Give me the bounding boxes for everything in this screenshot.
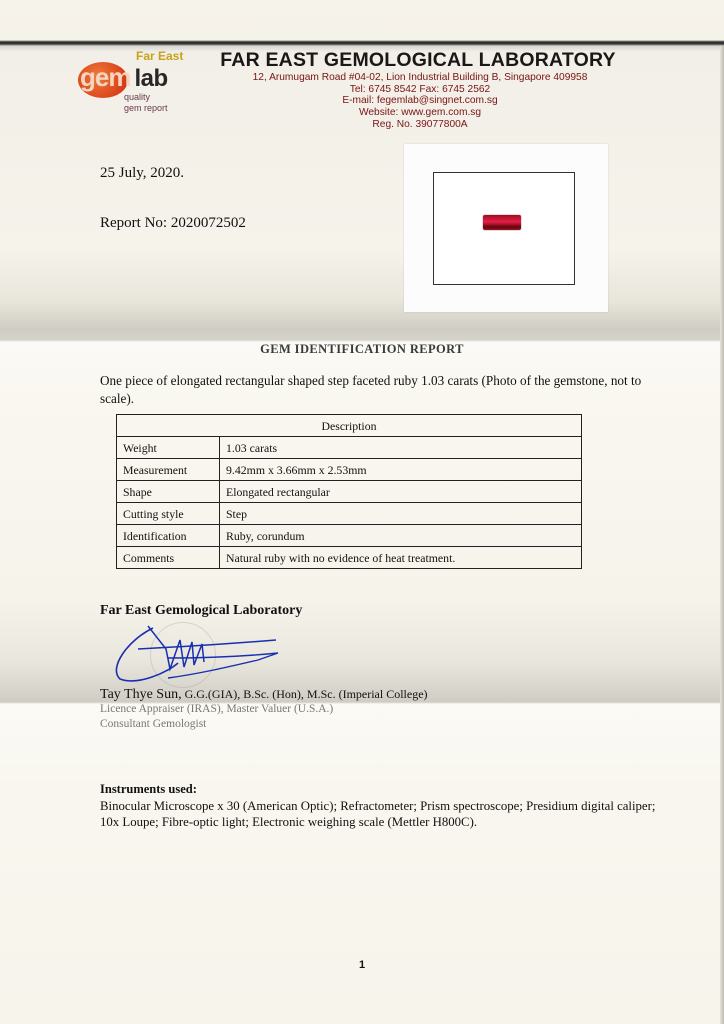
logo-lab-text: lab — [134, 65, 168, 92]
logo-gem-text: gem — [80, 62, 131, 92]
row-label: Cutting style — [117, 503, 220, 525]
table-row — [117, 547, 582, 569]
row-label: Comments — [117, 547, 220, 569]
signer-title-gemologist: Consultant Gemologist — [100, 718, 207, 730]
row-value: Elongated rectangular — [220, 481, 582, 503]
lab-phone-fax: Tel: 6745 8542 Fax: 6745 2562 — [349, 83, 491, 95]
row-label: Weight — [117, 437, 220, 459]
signer-title-appraiser: Licence Appraiser (IRAS), Master Valuer (U.S.A.) — [100, 703, 334, 715]
row-value: Step — [220, 503, 582, 525]
report-intro: One piece of elongated rectangular shaped step faceted ruby 1.03 carats (Photo of the gemstone, not to scale). — [100, 373, 642, 406]
ruby-gemstone-image — [483, 215, 521, 230]
row-value: 9.42mm x 3.66mm x 2.53mm — [220, 459, 582, 481]
table-row — [117, 481, 582, 503]
gemlab-logo — [78, 50, 190, 116]
row-label: Shape — [117, 481, 220, 503]
gemstone-photo-card — [404, 144, 608, 312]
instruments-heading: Instruments used: — [100, 782, 197, 796]
page-number: 1 — [358, 959, 366, 971]
row-value: Natural ruby with no evidence of heat treatment. — [220, 547, 582, 569]
table-header-row — [117, 415, 582, 437]
table-header-description: Description — [117, 415, 582, 437]
instruments-list: Binocular Microscope x 30 (American Optic); Refractometer; Prism spectroscope; Presidium digital caliper; 10x Loupe; Fibre-optic light; Electronic weighing scale (Mettler H800C). — [100, 799, 656, 829]
lab-website: Website: www.gem.com.sg — [358, 107, 482, 119]
lab-address: 12, Arumugam Road #04-02, Lion Industrial Building B, Singapore 409958 — [252, 72, 588, 83]
lab-contact-info — [205, 72, 635, 131]
signature-organization: Far East Gemological Laboratory — [100, 603, 303, 618]
signer-block — [100, 686, 520, 732]
table-row — [117, 525, 582, 547]
signature-scribble — [108, 622, 283, 686]
page-edge — [720, 46, 724, 1024]
row-label: Measurement — [117, 459, 220, 481]
logo-tagline-quality: quality — [124, 92, 151, 102]
lab-name: FAR EAST GEMOLOGICAL LABORATORY — [220, 49, 616, 71]
row-value: Ruby, corundum — [220, 525, 582, 547]
row-label: Identification — [117, 525, 220, 547]
report-date: 25 July, 2020. — [100, 165, 185, 181]
gemstone-photo-frame — [433, 172, 575, 285]
description-table — [116, 414, 582, 569]
report-heading: GEM IDENTIFICATION REPORT — [260, 342, 464, 356]
lab-email: E-mail: fegemlab@singnet.com.sg — [342, 95, 498, 107]
lab-registration: Reg. No. 39077800A — [372, 118, 468, 130]
table-row — [117, 459, 582, 481]
row-value: 1.03 carats — [220, 437, 582, 459]
signer-line — [100, 686, 520, 702]
signer-name: Tay Thye Sun, — [100, 687, 182, 702]
logo-far-east-text: Far East — [136, 49, 184, 63]
table-row — [117, 437, 582, 459]
logo-tagline-gem-report: gem report — [124, 103, 168, 113]
report-number: Report No: 2020072502 — [100, 215, 246, 231]
logo-wordmark — [80, 63, 168, 91]
table-row — [117, 503, 582, 525]
signer-credentials: G.G.(GIA), B.Sc. (Hon), M.Sc. (Imperial College) — [184, 687, 428, 701]
